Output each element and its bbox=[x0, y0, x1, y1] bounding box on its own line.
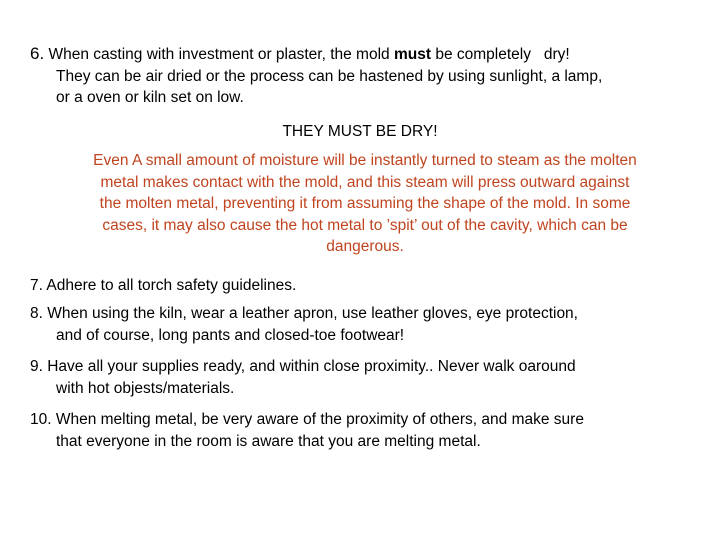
list-item-10 bbox=[30, 409, 584, 452]
list-item-6-line-1 bbox=[30, 43, 602, 66]
list-item-6-text-post: be completely dry! bbox=[431, 46, 570, 63]
list-item-6-number: 6. bbox=[30, 44, 45, 63]
list-item-7 bbox=[30, 275, 296, 297]
dry-heading: THEY MUST BE DRY! bbox=[282, 123, 438, 140]
warning-line-5: dangerous. bbox=[326, 238, 404, 255]
list-item-8 bbox=[30, 303, 578, 346]
list-item-6 bbox=[30, 43, 602, 109]
list-item-8-line-1: 8. When using the kiln, wear a leather apron, use leather gloves, eye protection, bbox=[30, 305, 578, 322]
list-item-8-line-2: and of course, long pants and closed-toe footwear! bbox=[56, 326, 405, 344]
list-item-6-line-2: They can be air dried or the process can be hastened by using sunlight, a lamp, bbox=[56, 67, 603, 85]
list-item-7-line-1: 7. Adhere to all torch safety guidelines. bbox=[30, 277, 297, 294]
list-item-9-line-2: with hot objests/materials. bbox=[56, 379, 235, 397]
list-item-10-line-2: that everyone in the room is aware that you are melting metal. bbox=[56, 432, 481, 450]
list-item-9-line-1: 9. Have all your supplies ready, and within close proximity.. Never walk oaround bbox=[30, 358, 576, 375]
list-item-6-text-pre: When casting with investment or plaster, the mold bbox=[44, 46, 394, 63]
warning-line-3: the molten metal, preventing it from assuming the shape of the mold. In some bbox=[99, 195, 631, 212]
list-item-6-line-3: or a oven or kiln set on low. bbox=[56, 89, 244, 106]
list-item-6-emphasis: must bbox=[393, 46, 432, 63]
list-item-10-line-1: 10. When melting metal, be very aware of the proximity of others, and make sure bbox=[30, 411, 584, 428]
list-item-9 bbox=[30, 356, 576, 399]
moisture-warning bbox=[0, 150, 720, 258]
warning-line-2: metal makes contact with the mold, and this steam will press outward against bbox=[100, 173, 630, 191]
warning-line-1: Even A small amount of moisture will be instantly turned to steam as the molten bbox=[93, 152, 637, 169]
warning-line-4: cases, it may also cause the hot metal to ’spit’ out of the cavity, which can be bbox=[102, 216, 628, 234]
